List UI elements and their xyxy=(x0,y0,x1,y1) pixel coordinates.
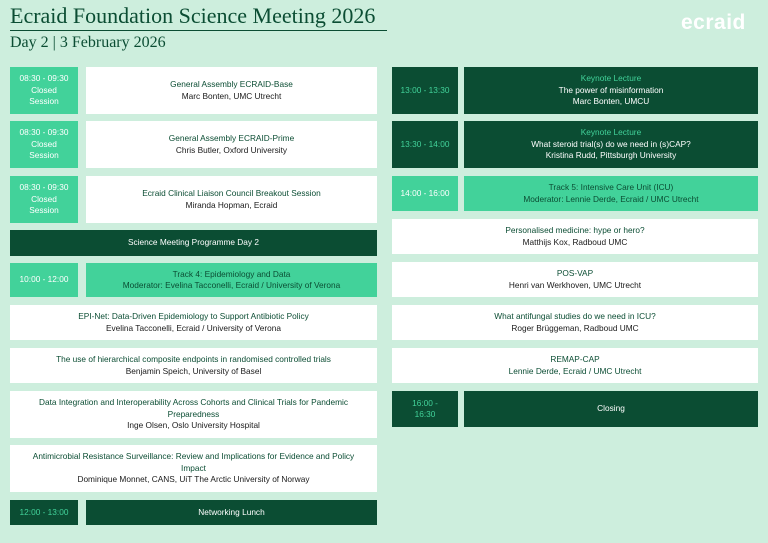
session-card xyxy=(86,67,377,114)
time-slot: 14:00 - 16:00 xyxy=(392,176,458,211)
title-underline xyxy=(10,30,387,31)
time-slot: 08:30 - 09:30 Closed Session xyxy=(10,176,78,223)
keynote-card xyxy=(464,67,758,114)
session-title: Personalised medicine: hype or hero? xyxy=(505,225,645,235)
session-card xyxy=(392,305,758,340)
session-title: The use of hierarchical composite endpoints in randomised controlled trials xyxy=(56,354,331,364)
track-title: Track 5: Intensive Care Unit (ICU) xyxy=(548,182,674,192)
closing-card: Closing xyxy=(464,391,758,427)
session-card xyxy=(10,445,377,492)
lunch-card: Networking Lunch xyxy=(86,500,377,525)
page-subtitle: Day 2 | 3 February 2026 xyxy=(10,34,166,51)
keynote-label: Keynote Lecture xyxy=(580,73,642,84)
keynote-speaker: Kristina Rudd, Pittsburgh University xyxy=(545,150,677,161)
keynote-label: Keynote Lecture xyxy=(580,127,642,138)
session-card xyxy=(86,176,377,223)
session-speaker: Marc Bonten, UMC Utrecht xyxy=(181,90,282,101)
keynote-card xyxy=(464,121,758,168)
session-card xyxy=(10,391,377,438)
session-title: General Assembly ECRAID-Prime xyxy=(168,133,295,143)
session-speaker: Matthijs Kox, Radboud UMC xyxy=(522,236,628,247)
page-title: Ecraid Foundation Science Meeting 2026 xyxy=(10,3,376,28)
session-speaker: Evelina Tacconelli, Ecraid / University of Verona xyxy=(105,322,282,333)
session-title: General Assembly ECRAID-Base xyxy=(170,79,293,89)
session-card xyxy=(392,219,758,254)
session-card xyxy=(10,348,377,383)
session-speaker: Inge Olsen, Oslo University Hospital xyxy=(127,420,260,431)
programme-banner: Science Meeting Programme Day 2 xyxy=(10,230,377,256)
time-slot: 08:30 - 09:30 Closed Session xyxy=(10,67,78,114)
session-card xyxy=(86,121,377,168)
session-speaker: Dominique Monnet, CANS, UiT The Arctic University of Norway xyxy=(77,474,310,485)
track-title: Track 4: Epidemiology and Data xyxy=(172,268,291,279)
session-speaker: Henri van Werkhoven, UMC Utrecht xyxy=(508,279,642,290)
session-speaker: Roger Brüggeman, Radboud UMC xyxy=(511,322,639,333)
time-slot: 13:30 - 14:00 xyxy=(392,121,458,168)
ecraid-logo: ecraid xyxy=(681,11,746,34)
session-speaker: Chris Butler, Oxford University xyxy=(175,144,288,155)
session-speaker: Benjamin Speich, University of Basel xyxy=(125,365,262,376)
keynote-title: The power of misinformation xyxy=(558,84,664,95)
time-slot: 10:00 - 12:00 xyxy=(10,263,78,297)
session-speaker: Miranda Hopman, Ecraid xyxy=(185,199,278,210)
session-title: POS-VAP xyxy=(556,268,594,278)
time-slot: 08:30 - 09:30 Closed Session xyxy=(10,121,78,168)
session-speaker: Lennie Derde, Ecraid / UMC Utrecht xyxy=(508,365,642,376)
session-card xyxy=(10,305,377,340)
time-slot: 12:00 - 13:00 xyxy=(10,500,78,525)
session-title: Ecraid Clinical Liaison Council Breakout Session xyxy=(142,188,321,198)
session-title: REMAP-CAP xyxy=(550,354,600,364)
session-title: Data Integration and Interoperability Across Cohorts and Clinical Trials for Pandemic Preparedness xyxy=(39,397,348,419)
session-title: Antimicrobial Resistance Surveillance: Review and Implications for Evidence and Policy Impact xyxy=(32,451,355,473)
time-slot: 16:00 - 16:30 xyxy=(392,391,458,427)
track-header xyxy=(86,263,377,297)
time-slot: 13:00 - 13:30 xyxy=(392,67,458,114)
session-card xyxy=(392,348,758,383)
track-moderator: Moderator: Evelina Tacconelli, Ecraid / University of Verona xyxy=(122,280,341,290)
track-moderator: Moderator: Lennie Derde, Ecraid / UMC Utrecht xyxy=(523,193,699,204)
keynote-speaker: Marc Bonten, UMCU xyxy=(572,96,650,107)
track-header xyxy=(464,176,758,211)
keynote-title: What steroid trial(s) do we need in (s)CAP? xyxy=(531,138,691,149)
session-title: What antifungal studies do we need in ICU? xyxy=(494,311,656,321)
session-title: EPI-Net: Data-Driven Epidemiology to Support Antibiotic Policy xyxy=(78,311,309,321)
session-card xyxy=(392,262,758,297)
